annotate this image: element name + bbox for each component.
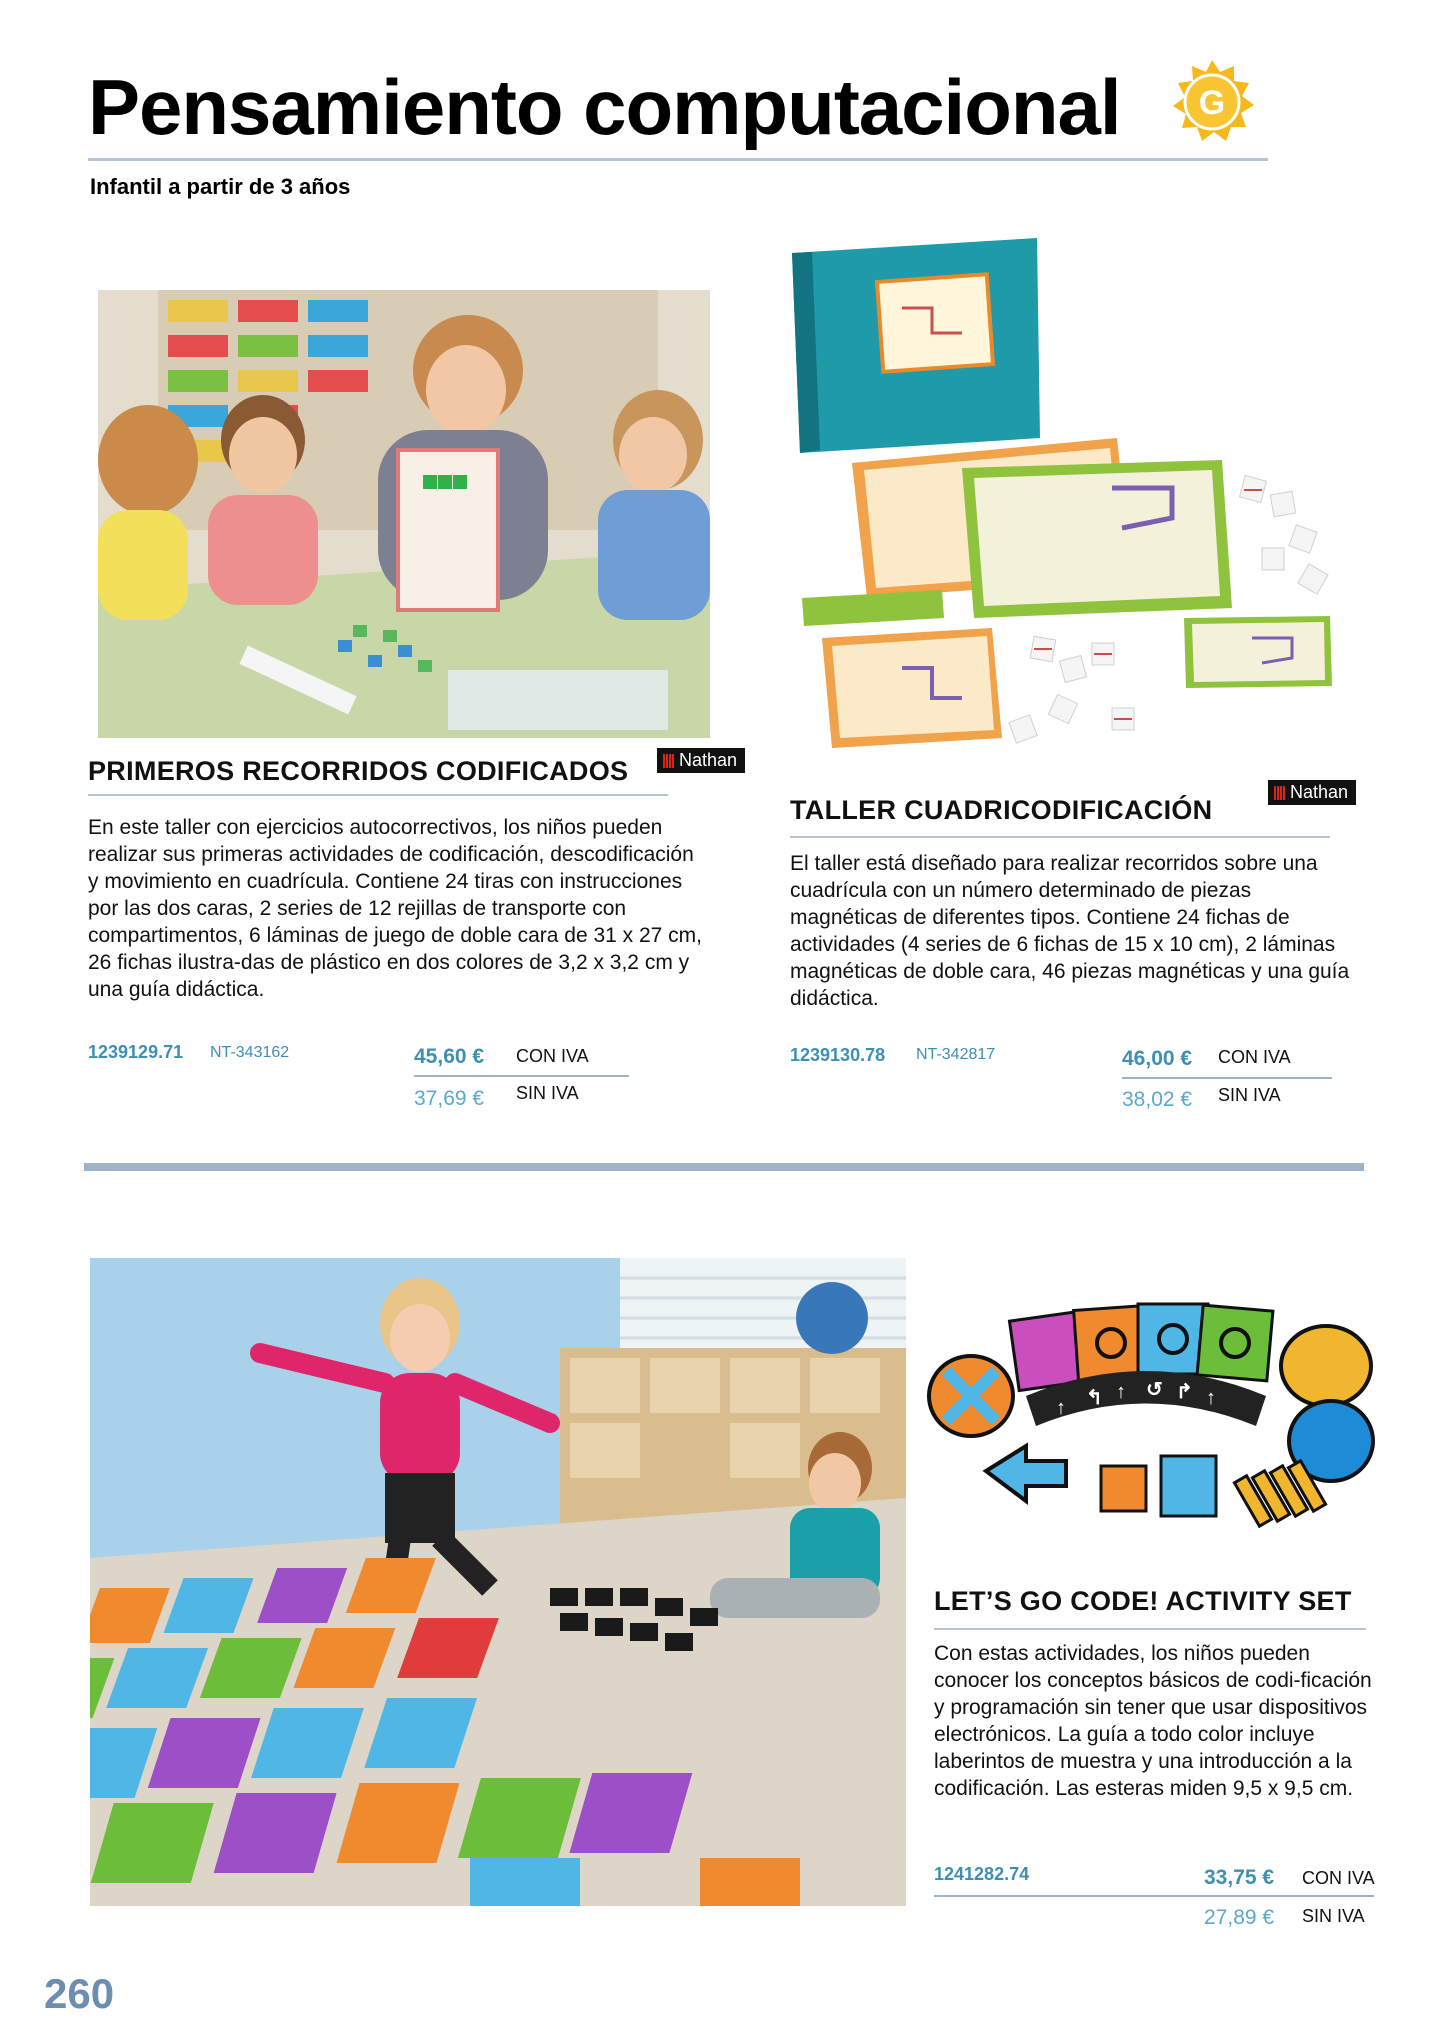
svg-text:↱: ↱ (1176, 1381, 1193, 1403)
svg-text:↑: ↑ (1056, 1397, 1066, 1419)
product-description: El taller está diseñado para realizar recorridos sobre una cuadrícula con un número determinado de piezas magnéticas de diferentes tipos. Contiene 24 fichas de actividades (4 series de 6 fichas de 15 x 10 cm), 2 láminas magnéticas de doble cara, 46 piezas magnéticas y una guía didáctica. (790, 852, 1350, 1010)
svg-text:↰: ↰ (1086, 1387, 1103, 1409)
price-without-vat: 37,69 € (414, 1087, 485, 1110)
brand-logo: Nathan (657, 748, 745, 773)
product-title: TALLER CUADRICODIFICACIÓN (790, 795, 1213, 825)
page-title: Pensamiento computacional (88, 63, 1121, 151)
product-code: 1241282.74 (934, 1864, 1030, 1884)
product-photo-primeros-recorridos (98, 290, 710, 738)
with-vat-label: CON IVA (1302, 1868, 1375, 1888)
title-underline (934, 1628, 1366, 1630)
with-vat-label: CON IVA (516, 1046, 589, 1066)
with-vat-label: CON IVA (1218, 1047, 1291, 1067)
svg-text:↑: ↑ (1206, 1387, 1216, 1409)
brand-flag-icon (663, 754, 675, 768)
title-divider (88, 158, 1268, 161)
product-reference: NT-342817 (916, 1046, 996, 1063)
product-code: 1239130.78 (790, 1045, 886, 1065)
product-photo-lets-go-code-scene (90, 1258, 906, 1906)
price-with-vat: 45,60 € (414, 1045, 485, 1068)
price-divider (1122, 1077, 1332, 1079)
without-vat-label: SIN IVA (516, 1083, 579, 1103)
product-code: 1239129.71 (88, 1042, 184, 1062)
svg-text:G: G (1198, 84, 1226, 122)
brand-logo: Nathan (1268, 780, 1356, 805)
product-title: PRIMEROS RECORRIDOS CODIFICADOS (88, 756, 629, 786)
age-badge-icon (1168, 58, 1256, 146)
price-without-vat: 38,02 € (1122, 1088, 1193, 1111)
price-with-vat: 46,00 € (1122, 1047, 1193, 1070)
product-description: Con estas actividades, los niños pueden conocer los conceptos básicos de codi-ficación y programación sin tener que usar dispositivos electrónicos. La guía a todo color incluye laberintos de muestra y una introducción a la codificación. Las esteras miden 9,5 x 9,5 cm. (934, 1642, 1372, 1800)
title-underline (88, 794, 668, 796)
product-title: LET’S GO CODE! ACTIVITY SET (934, 1586, 1352, 1616)
svg-text:↑: ↑ (1116, 1381, 1126, 1403)
product-photo-taller-cuadricodificacion (792, 238, 1362, 770)
price-with-vat: 33,75 € (1204, 1866, 1275, 1889)
price-divider (414, 1075, 629, 1077)
section-divider (84, 1163, 1364, 1171)
svg-text:↺: ↺ (1146, 1379, 1163, 1401)
product-photo-lets-go-code-pieces (926, 1296, 1386, 1546)
without-vat-label: SIN IVA (1218, 1085, 1281, 1105)
page-number: 260 (44, 1970, 115, 2017)
product-reference: NT-343162 (210, 1044, 290, 1061)
page-subtitle: Infantil a partir de 3 años (90, 174, 351, 199)
brand-flag-icon (1274, 786, 1286, 800)
price-divider (934, 1895, 1374, 1897)
without-vat-label: SIN IVA (1302, 1906, 1365, 1926)
title-underline (790, 836, 1330, 838)
product-description: En este taller con ejercicios autocorrectivos, los niños pueden realizar sus primeras actividades de codificación, descodificación y movimiento en cuadrícula. Contiene 24 tiras con instrucciones por las dos caras, 2 series de 12 rejillas de transporte con compartimentos, 6 láminas de juego de doble cara de 31 x 27 cm, 26 fichas ilustra-das de plástico en dos colores de 3,2 x 3,2 cm y una guía didáctica. (88, 816, 703, 1001)
price-without-vat: 27,89 € (1204, 1906, 1275, 1929)
